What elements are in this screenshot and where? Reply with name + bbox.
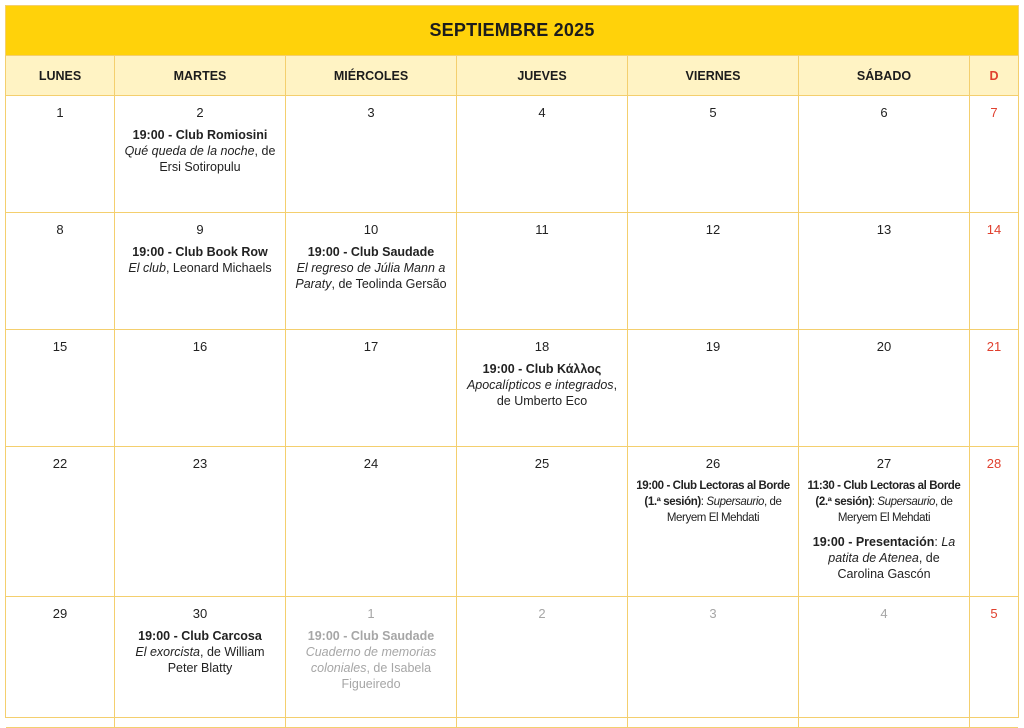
day-number: 22: [52, 456, 68, 471]
weekday-tuesday: MARTES: [115, 56, 286, 96]
event-book-title: Qué queda de la noche: [124, 144, 255, 158]
day-cell: [799, 330, 970, 447]
day-cell: [6, 597, 115, 728]
day-cell: [115, 96, 286, 213]
day-cell: [115, 330, 286, 447]
day-cell: [115, 597, 286, 728]
day-cell: [970, 597, 1018, 728]
event-book-title: Apocalípticos e integrados: [466, 378, 614, 392]
day-number: 24: [363, 456, 379, 471]
day-cell: [6, 96, 115, 213]
event-separator: :: [700, 496, 707, 508]
event-author: , de Carolina Gascón: [837, 551, 940, 581]
day-cell: [457, 213, 628, 330]
day-cell: [6, 213, 115, 330]
event-author: , de Isabela Figueiredo: [341, 661, 432, 691]
event-entry: [292, 628, 450, 692]
day-cell: [457, 330, 628, 447]
day-number: 6: [880, 105, 888, 120]
event-title: 19:00 - Club Book Row: [132, 245, 268, 259]
day-number: 2: [196, 105, 204, 120]
day-number: 20: [876, 339, 892, 354]
event-book-title: La patita de Atenea: [828, 535, 956, 565]
day-cell: [6, 330, 115, 447]
day-cell: [799, 96, 970, 213]
day-cell: [970, 213, 1018, 330]
day-cell: [628, 330, 799, 447]
weekday-sunday: D: [970, 56, 1018, 96]
event-book-title: Supersaurio: [706, 496, 764, 508]
day-number: 17: [363, 339, 379, 354]
event-title: 19:00 - Presentación: [812, 535, 935, 549]
day-cell: [970, 447, 1018, 597]
event-separator: :: [871, 496, 878, 508]
day-number: 4: [538, 105, 546, 120]
event-separator: :: [934, 535, 942, 549]
day-cell: [799, 447, 970, 597]
weekday-friday: VIERNES: [628, 56, 799, 96]
day-number: 10: [363, 222, 379, 237]
event-title: 19:00 - Club Carcosa: [138, 629, 262, 643]
event-author: , de Teolinda Gersão: [331, 277, 447, 291]
event-entry: [463, 361, 621, 409]
day-cell: [6, 447, 115, 597]
day-cell: [970, 96, 1018, 213]
day-number: 9: [196, 222, 204, 237]
day-number: 3: [367, 105, 375, 120]
event-book-title: El club: [128, 261, 166, 275]
event-title: 19:00 - Club Saudade: [307, 629, 435, 643]
day-number: 18: [534, 339, 550, 354]
event-author: , de Umberto Eco: [496, 378, 618, 408]
day-number: 1: [56, 105, 64, 120]
event-entry: [121, 244, 279, 276]
weekday-monday: LUNES: [6, 56, 115, 96]
event-entry: [121, 127, 279, 175]
day-number: 21: [986, 339, 1002, 354]
day-cell: [286, 330, 457, 447]
event-title: 19:00 - Club Κάλλος: [482, 362, 602, 376]
event-book-title: Cuaderno de memorias coloniales: [305, 645, 437, 675]
day-cell: [628, 597, 799, 728]
event-book-title: El regreso de Júlia Mann a Paraty: [295, 261, 446, 291]
event-author: , de Ersi Sotiropulu: [159, 144, 276, 174]
day-number: 14: [986, 222, 1002, 237]
event-title: 11:30 - Club Lectoras al Borde (2.ª sesión): [807, 480, 961, 508]
day-number: 12: [705, 222, 721, 237]
day-cell: [457, 96, 628, 213]
calendar-header: [6, 6, 1018, 56]
day-number: 28: [986, 456, 1002, 471]
event-author: , de William Peter Blatty: [167, 645, 265, 675]
day-cell: [286, 96, 457, 213]
day-number: 25: [534, 456, 550, 471]
day-cell: [970, 330, 1018, 447]
event-author: , de Meryem El Mehdati: [666, 496, 782, 524]
calendar: [5, 5, 1019, 718]
event-author: , de Meryem El Mehdati: [837, 496, 953, 524]
day-cell: [286, 597, 457, 728]
day-number: 2: [538, 606, 546, 621]
day-cell: [628, 213, 799, 330]
day-number: 29: [52, 606, 68, 621]
calendar-grid: [6, 56, 1018, 728]
day-cell: [115, 447, 286, 597]
day-number: 4: [880, 606, 888, 621]
day-number: 30: [192, 606, 208, 621]
event-title: 19:00 - Club Saudade: [307, 245, 435, 259]
event-author: , Leonard Michaels: [165, 261, 272, 275]
day-number: 26: [705, 456, 721, 471]
event-entry: [292, 244, 450, 292]
day-number: 5: [709, 105, 717, 120]
day-number: 1: [367, 606, 375, 621]
day-cell: [286, 213, 457, 330]
day-cell: [628, 447, 799, 597]
day-cell: [628, 96, 799, 213]
event-title: 19:00 - Club Lectoras al Borde (1.ª sesión): [636, 480, 790, 508]
day-number: 15: [52, 339, 68, 354]
weekday-thursday: JUEVES: [457, 56, 628, 96]
event-entry: [634, 478, 792, 526]
weekday-wednesday: MIÉRCOLES: [286, 56, 457, 96]
weekday-saturday: SÁBADO: [799, 56, 970, 96]
event-book-title: Supersaurio: [877, 496, 935, 508]
day-cell: [115, 213, 286, 330]
day-cell: [799, 213, 970, 330]
day-number: 7: [990, 105, 998, 120]
day-cell: [799, 597, 970, 728]
day-number: 19: [705, 339, 721, 354]
event-entry: [805, 478, 963, 526]
day-number: 8: [56, 222, 64, 237]
event-entry: [121, 628, 279, 676]
day-number: 16: [192, 339, 208, 354]
event-entry: [805, 534, 963, 582]
day-number: 27: [876, 456, 892, 471]
day-number: 23: [192, 456, 208, 471]
event-book-title: El exorcista: [135, 645, 200, 659]
calendar-title: SEPTIEMBRE 2025: [429, 20, 595, 40]
day-number: 3: [709, 606, 717, 621]
day-cell: [457, 597, 628, 728]
day-number: 5: [990, 606, 998, 621]
day-cell: [286, 447, 457, 597]
day-number: 13: [876, 222, 892, 237]
day-number: 11: [535, 222, 549, 237]
event-title: 19:00 - Club Romiosini: [132, 128, 268, 142]
day-cell: [457, 447, 628, 597]
